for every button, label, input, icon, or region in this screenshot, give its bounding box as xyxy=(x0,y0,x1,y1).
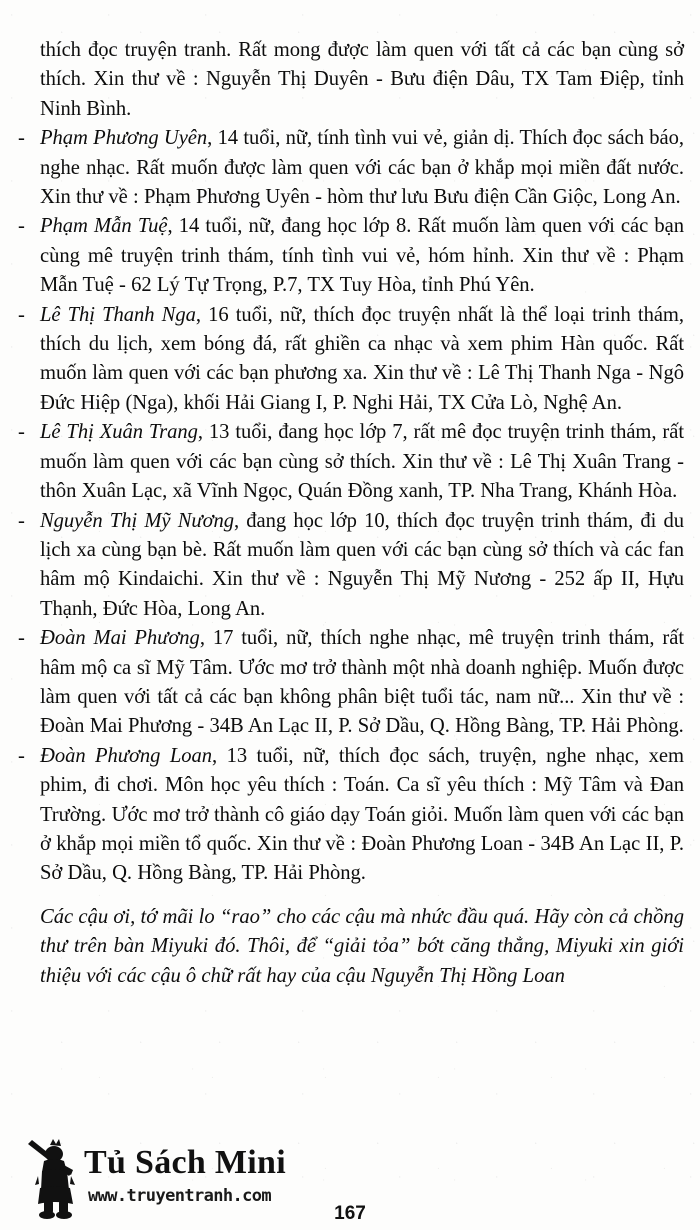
entry-person-name: Phạm Mẫn Tuệ xyxy=(40,215,168,238)
entry-body-text: , 13 tuổi, nữ, thích đọc sách, truyện, nghe nhạc, xem phim, đi chơi. Môn học yêu thích : Toán. Ca sĩ yêu thích : Mỹ Tâm và Đan Trường. Ước mơ trở thành cô giáo dạy Toán giỏi. Muốn làm quen với các bạn ở khắp mọi miền tổ quốc. Xin thư về : Đoàn Phương Loan - 34B An Lạc II, P. Sở Dầu, Q. Hồng Bàng, TP. Hải Phòng. xyxy=(40,744,684,885)
entry-body-text: , đang học lớp 10, thích đọc truyện trinh thám, đi du lịch xa cùng bạn bè. Rất muốn làm quen với các bạn cùng sở thích và các fan hâm mộ Kindaichi. Xin thư về : Nguyễn Thị Mỹ Nương - 252 ấp II, Hựu Thạnh, Đức Hòa, Long An. xyxy=(40,509,684,620)
entry-person-name: Đoàn Phương Loan xyxy=(40,744,213,767)
entry-body-text: , 13 tuổi, đang học lớp 7, rất mê đọc truyện trinh thám, rất muốn làm quen với các bạn cùng sở thích. Xin thư về : Lê Thị Xuân Trang - thôn Xuân Lạc, xã Vĩnh Ngọc, Quán Đồng xanh, TP. Nha Trang, Khánh Hòa. xyxy=(40,421,684,503)
entry-bullet: - xyxy=(18,421,25,444)
letter-entry xyxy=(18,418,684,506)
logo-website-url: www.truyentranh.com xyxy=(88,1186,272,1206)
entry-person-name: Nguyễn Thị Mỹ Nương xyxy=(40,509,235,532)
body-text-column xyxy=(18,36,684,1012)
entry-bullet: - xyxy=(18,127,25,150)
closing-note: Các cậu ơi, tớ mãi lo “rao” cho các cậu mà nhức đầu quá. Hãy còn cả chồng thư trên bàn Miyuki đó. Thôi, để “giải tỏa” bớt căng thẳng, Miyuki xin giới thiệu với các cậu ô chữ rất hay của cậu Nguyễn Thị Hồng Loan xyxy=(40,905,684,987)
entry-person-name: Lê Thị Thanh Nga xyxy=(40,303,196,326)
entry-bullet: - xyxy=(18,303,25,326)
entry-bullet: - xyxy=(18,215,25,238)
page-number: 167 xyxy=(334,1203,366,1224)
entry-bullet: - xyxy=(18,627,25,650)
entry-body-text: , 14 tuổi, nữ, tính tình vui vẻ, giản dị. Thích đọc sách báo, nghe nhạc. Rất muốn được làm quen với các bạn ở khắp mọi miền đất nước. Xin thư về : Phạm Phương Uyên - hòm thư lưu Bưu điện Cần Giộc, Long An. xyxy=(40,127,684,209)
letter-entry xyxy=(18,742,684,889)
letter-entry xyxy=(18,124,684,212)
logo-title: Tủ Sách Mini xyxy=(84,1144,286,1181)
entry-body-text: , 16 tuổi, nữ, thích đọc truyện nhất là thể loại trinh thám, thích du lịch, xem bóng đá, rất ghiền ca nhạc và xem phim Hàn quốc. Rất muốn làm quen với các bạn phương xa. Xin thư về : Lê Thị Thanh Nga - Ngô Đức Hiệp (Nga), khối Hải Giang I, P. Nghi Hải, TX Cửa Lò, Nghệ An. xyxy=(40,303,684,414)
entry-bullet: - xyxy=(18,744,25,767)
entry-person-name: Phạm Phương Uyên xyxy=(40,127,208,150)
letter-entry xyxy=(18,507,684,625)
entry-bullet: - xyxy=(18,509,25,532)
letter-entry xyxy=(18,301,684,419)
letter-entry xyxy=(18,36,684,124)
entry-body-text: thích đọc truyện tranh. Rất mong được làm quen với tất cả các bạn cùng sở thích. Xin thư về : Nguyễn Thị Duyên - Bưu điện Dâu, TX Tam Điệp, tỉnh Ninh Bình. xyxy=(40,39,684,120)
letter-entry xyxy=(18,212,684,300)
entry-body-text: , 17 tuổi, nữ, thích nghe nhạc, mê truyện trinh thám, rất hâm mộ ca sĩ Mỹ Tâm. Ước mơ trở thành một nhà doanh nghiệp. Muốn được làm quen với tất cả các bạn không phân biệt tuổi tác, nam nữ... Xin thư về : Đoàn Mai Phương - 34B An Lạc II, P. Sở Dầu, Q. Hồng Bàng, TP. Hải Phòng. xyxy=(40,627,685,738)
entry-person-name: Lê Thị Xuân Trang xyxy=(40,421,198,444)
entry-person-name: Đoàn Mai Phương xyxy=(40,627,200,650)
entry-body-text: , 14 tuổi, nữ, đang học lớp 8. Rất muốn làm quen với các bạn cùng mê truyện trinh thám, tính tình vui vẻ, hóm hỉnh. Xin thư về : Phạm Mẫn Tuệ - 62 Lý Tự Trọng, P.7, TX Tuy Hòa, tỉnh Phú Yên. xyxy=(40,215,684,297)
letter-entry xyxy=(18,624,684,742)
